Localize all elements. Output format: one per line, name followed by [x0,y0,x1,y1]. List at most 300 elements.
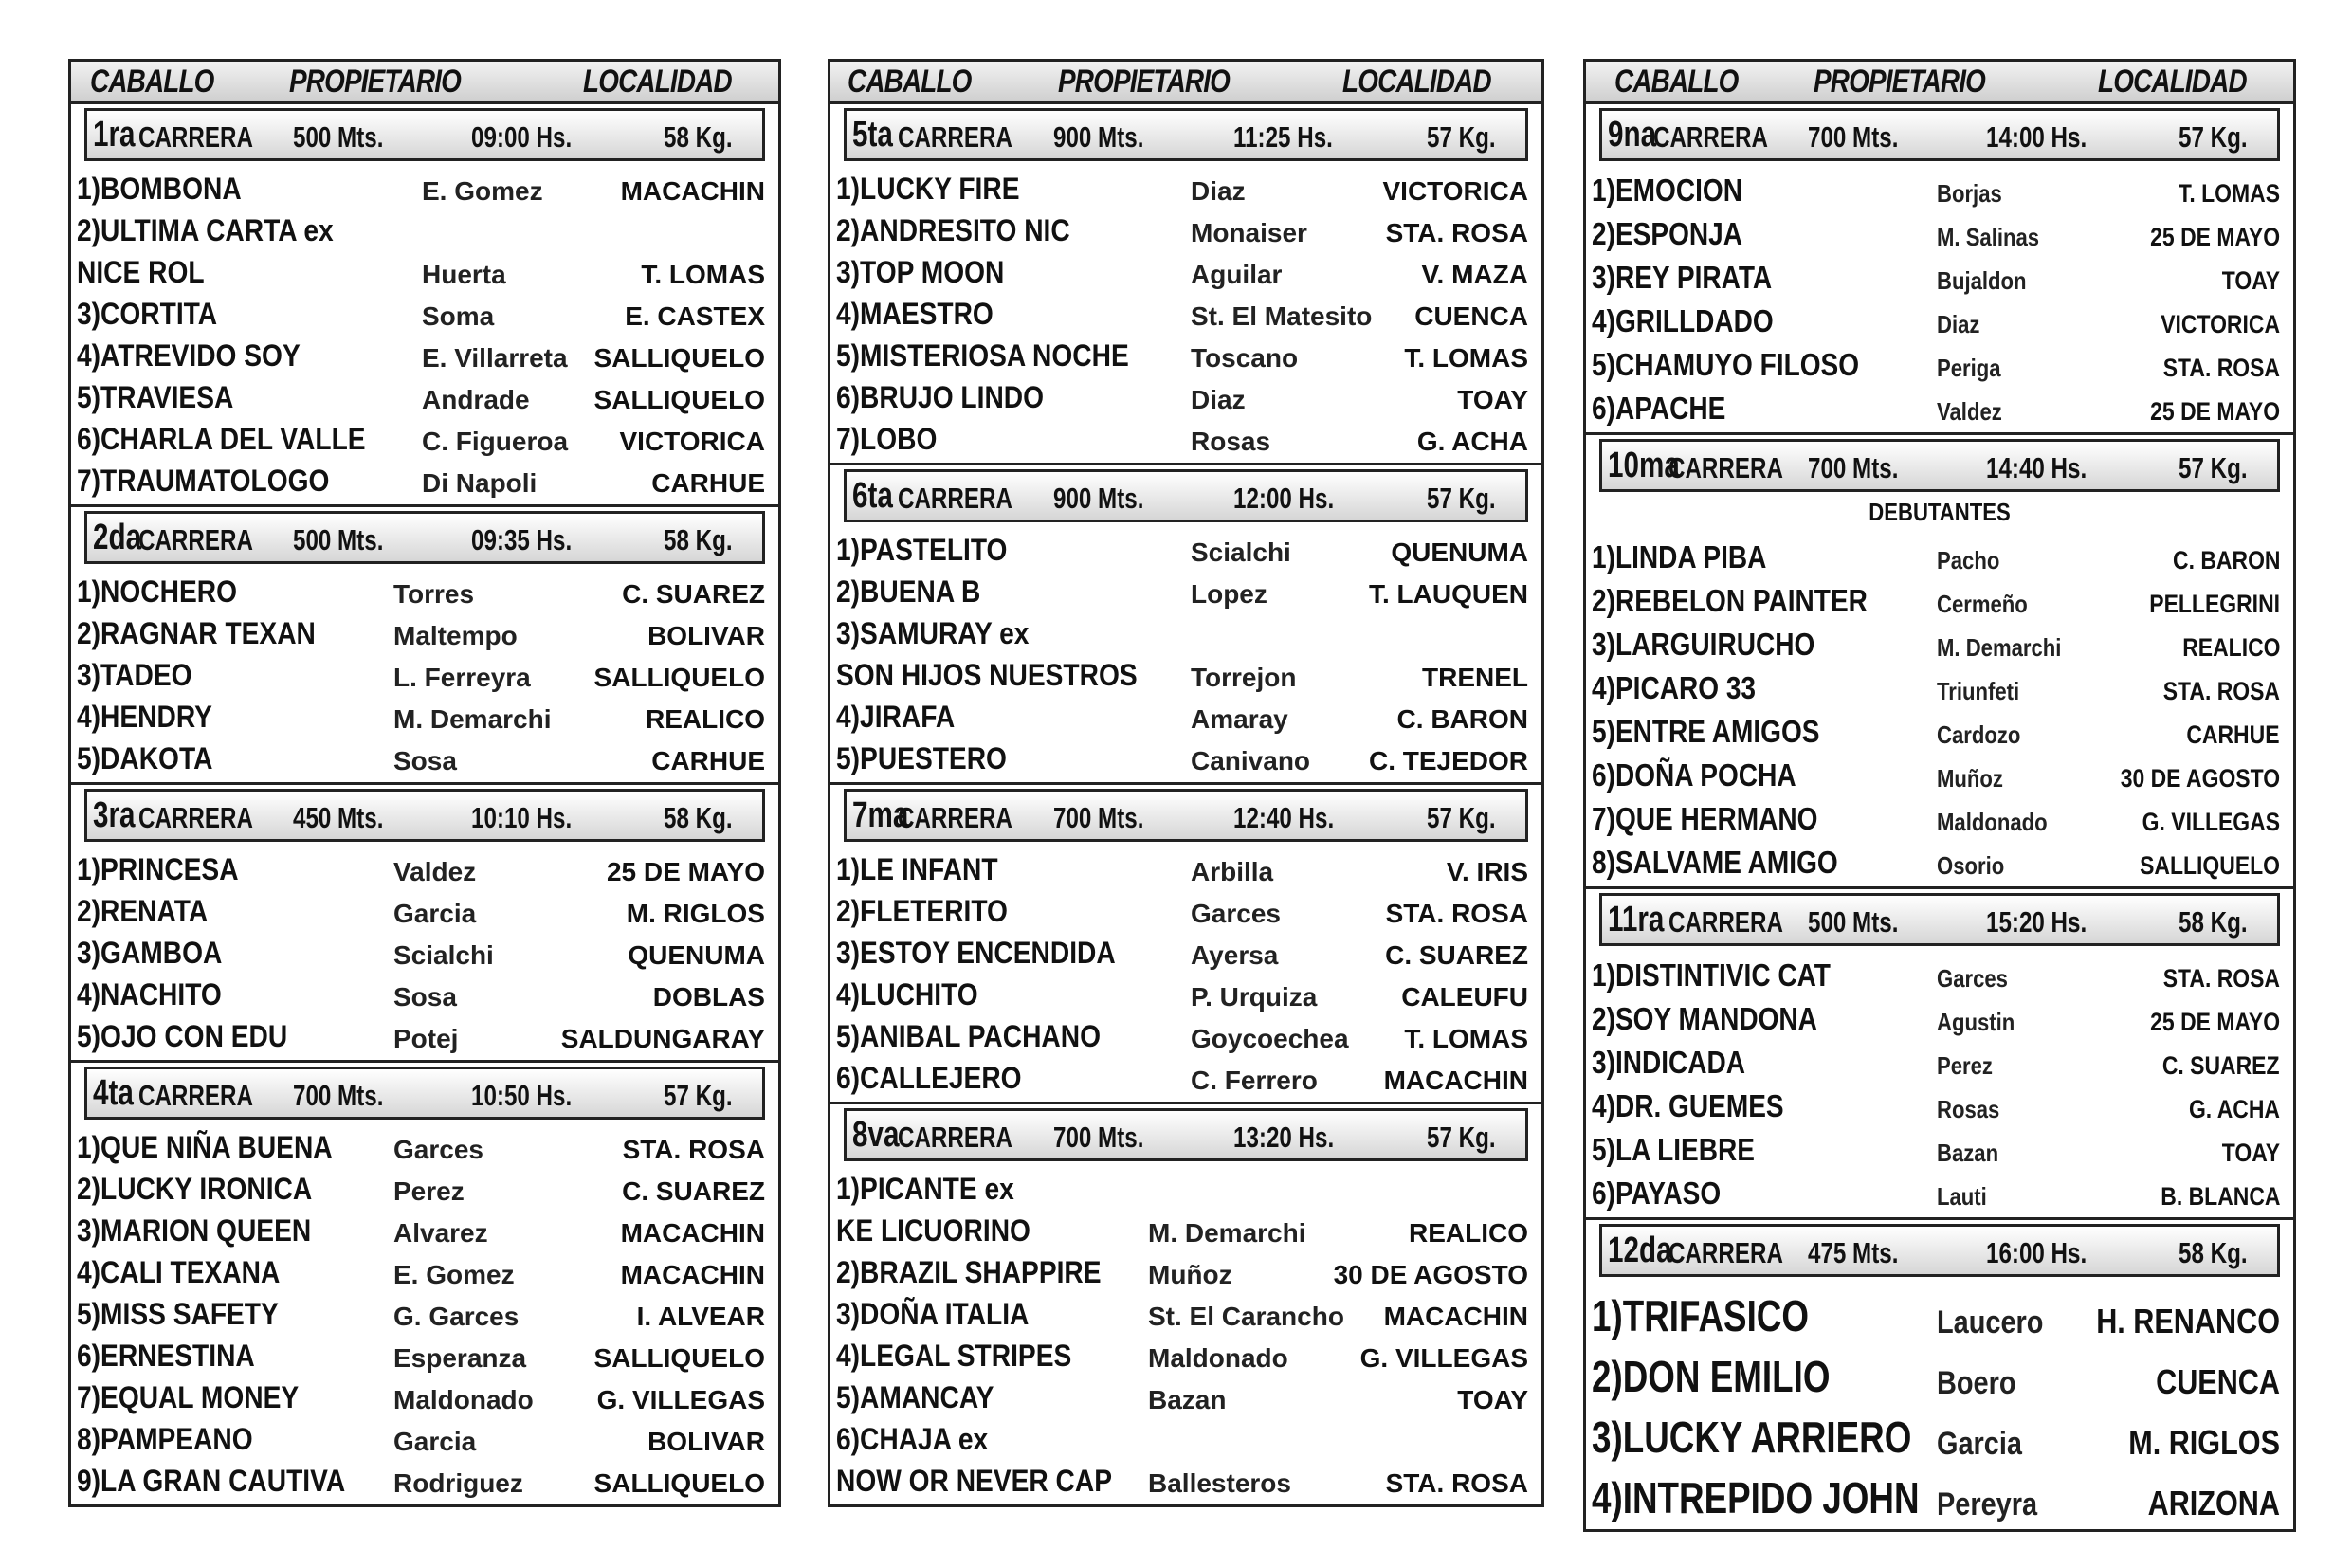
horse-name: 6)PAYASO [1592,1176,1722,1211]
race-1ra [71,108,778,504]
entry-row [71,212,778,254]
entry-row [71,1171,778,1212]
locality: 25 DE MAYO [2150,397,2280,426]
locality: REALICO [646,704,765,734]
locality: MACACHIN [620,1260,765,1289]
locality: STA. ROSA [2162,677,2280,705]
race-distance: 700 Mts. [1808,451,1899,484]
horse-name: 4)GRILLDADO [1592,303,1774,338]
race-time: 11:25 Hs. [1233,120,1333,154]
race-distance: 700 Mts. [1053,801,1144,834]
horse-name: 4)PICARO 33 [1592,670,1757,705]
locality: SALLIQUELO [593,343,765,373]
entry-row [71,1379,778,1421]
race-distance: 500 Mts. [1808,905,1899,939]
locality: SALDUNGARAY [560,1024,765,1053]
horse-name: KE LICUORINO [836,1213,1030,1248]
entry-row [1586,712,2293,756]
entry-row [830,574,1541,615]
entry-row [1586,214,2293,258]
locality: T. LOMAS [1404,343,1528,373]
entry-row [830,1421,1541,1463]
owner-name: Potej [393,1024,459,1053]
horse-name: 1)BOMBONA [77,172,242,206]
entry-row [71,171,778,212]
horse-name: 7)LOBO [836,422,938,456]
horse-name: 9)LA GRAN CAUTIVA [77,1464,346,1498]
locality: MACACHIN [620,176,765,206]
horse-name: 1)EMOCION [1592,173,1742,208]
entry-row [1586,581,2293,625]
owner-name: Rosas [1191,427,1271,456]
entry-row [830,532,1541,574]
owner-name: G. Garces [393,1302,520,1331]
horse-name: 1)LINDA PIBA [1592,539,1767,574]
horse-name: 3)GAMBOA [77,936,223,970]
column-header-place: LOCALIDAD [1342,64,1491,100]
race-label: CARRERA [1668,905,1783,939]
horse-name: 8)SALVAME AMIGO [1592,845,1838,880]
race-header [84,511,765,564]
horse-name: 6)CHAJA ex [836,1422,989,1456]
horse-name: NOW OR NEVER CAP [836,1464,1113,1498]
race-weight: 57 Kg. [2179,120,2248,154]
race-label: CARRERA [138,1079,253,1112]
entry-row [830,421,1541,463]
race-header [1599,439,2280,492]
horse-name: 3)TADEO [77,658,192,692]
horse-name: 6)CHARLA DEL VALLE [77,422,366,456]
locality: TOAY [2221,1139,2280,1167]
horse-name: 3)DOÑA ITALIA [836,1297,1030,1331]
owner-name: E. Gomez [393,1260,515,1289]
entry-row [71,1463,778,1504]
horse-name: 2)RAGNAR TEXAN [77,616,316,650]
owner-name: Boero [1937,1365,2016,1401]
locality: STA. ROSA [1385,899,1528,928]
horse-name: 2)BUENA B [836,574,981,609]
locality: G. VILLEGAS [1359,1343,1528,1373]
race-number: 1ra [93,115,136,155]
race-header [1599,893,2280,946]
race-time: 09:35 Hs. [471,523,573,556]
locality: B. BLANCA [2160,1182,2280,1211]
locality: MACACHIN [620,1218,765,1248]
entry-row [830,1338,1541,1379]
entry-row [71,893,778,935]
horse-name: 2)REBELON PAINTER [1592,583,1868,618]
owner-name: Diaz [1191,385,1246,414]
entry-row [1586,799,2293,843]
entry-list [1586,161,2293,432]
owner-name: Laucero [1937,1304,2044,1340]
owner-name: Maldonado [393,1385,534,1414]
horse-name: 4)JIRAFA [836,700,956,734]
owner-name: Arbilla [1191,857,1274,886]
horse-name: 5)TRAVIESA [77,380,234,414]
owner-name: Torrejon [1191,663,1297,692]
horse-name: 5)OJO CON EDU [77,1019,288,1053]
locality: VICTORICA [619,427,765,456]
owner-name: Osorio [1937,851,2005,880]
entry-row [71,254,778,296]
entry-row [71,935,778,976]
race-header [84,1067,765,1120]
race-label: CARRERA [1653,120,1768,154]
owner-name: Huerta [422,260,506,289]
owner-name: Garcia [1937,1426,2022,1462]
owner-name: Periga [1937,354,2001,382]
owner-name: Cermeño [1937,590,2028,618]
locality: 30 DE AGOSTO [1333,1260,1528,1289]
locality: TOAY [2221,266,2280,295]
horse-name: 2)ANDRESITO NIC [836,213,1070,247]
locality: CUENCA [1414,301,1528,331]
race-header [844,469,1528,522]
horse-name: 1)QUE NIÑA BUENA [77,1130,333,1164]
race-time: 10:50 Hs. [471,1079,573,1112]
horse-name: 3)LUCKY ARRIERO [1592,1413,1912,1462]
race-weight: 57 Kg. [2179,451,2248,484]
entry-row [1586,389,2293,432]
entry-row [830,337,1541,379]
owner-name: Maldonado [1937,808,2048,836]
entry-row [1586,1130,2293,1174]
entry-row [1586,1347,2293,1408]
owner-name: Diaz [1937,310,1980,338]
entry-row [830,893,1541,935]
entry-row [830,254,1541,296]
entry-row [830,1463,1541,1504]
locality: M. RIGLOS [626,899,765,928]
horse-name: 2)BRAZIL SHAPPIRE [836,1255,1102,1289]
locality: C. BARON [1396,704,1528,734]
entry-row [71,615,778,657]
race-5ta [830,108,1541,463]
horse-name: 5)ENTRE AMIGOS [1592,714,1820,749]
locality: DOBLAS [652,982,765,1012]
owner-name: Lopez [1191,579,1267,609]
horse-name: 6)ERNESTINA [77,1339,255,1373]
owner-name: Monaiser [1191,218,1307,247]
race-distance: 700 Mts. [293,1079,384,1112]
column-header-horse: CABALLO [90,64,214,100]
horse-name: 6)DOÑA POCHA [1592,757,1796,793]
owner-name: Borjas [1937,179,2002,208]
entry-row [1586,625,2293,668]
entry-row [830,171,1541,212]
horse-name: 2)DON EMILIO [1592,1352,1831,1401]
entry-row [1586,956,2293,999]
owner-name: Scialchi [1191,538,1291,567]
column-header-owner: PROPIETARIO [1814,64,1986,100]
horse-name: 6)APACHE [1592,391,1726,426]
race-label: CARRERA [898,120,1012,154]
entry-row [1586,258,2293,301]
horse-name: 3)ESTOY ENCENDIDA [836,936,1116,970]
owner-name: C. Figueroa [422,427,569,456]
program-column-3 [1583,59,2296,1532]
locality: C. SUAREZ [622,579,765,609]
entry-row [1586,1043,2293,1086]
owner-name: Garcia [393,1427,477,1456]
locality: TOAY [1457,1385,1528,1414]
owner-name: Lauti [1937,1182,1987,1211]
owner-name: St. El Matesito [1191,301,1373,331]
horse-name: 5)MISS SAFETY [77,1297,279,1331]
locality: REALICO [2181,633,2280,662]
race-header [1599,1224,2280,1277]
entry-row [71,1421,778,1463]
entry-row [830,1254,1541,1296]
entry-row [1586,345,2293,389]
entry-list [71,564,778,782]
owner-name: C. Ferrero [1191,1066,1318,1095]
race-3ra [71,782,778,1060]
entry-row [830,296,1541,337]
race-number: 3ra [93,795,136,835]
locality: BOLIVAR [647,621,765,650]
locality: G. VILLEGAS [596,1385,765,1414]
locality: E. CASTEX [625,301,765,331]
race-6ta [830,463,1541,782]
horse-name: 7)EQUAL MONEY [77,1380,300,1414]
race-distance: 700 Mts. [1053,1121,1144,1154]
horse-name: 2)ULTIMA CARTA ex [77,213,334,247]
horse-name: 1)TRIFASICO [1592,1291,1809,1340]
horse-name: 1)PICANTE ex [836,1172,1014,1206]
race-distance: 700 Mts. [1808,120,1899,154]
horse-name: 2)SOY MANDONA [1592,1001,1817,1036]
entry-row [1586,301,2293,345]
horse-name: 4)INTREPIDO JOHN [1592,1473,1920,1522]
race-number: 5ta [852,115,893,155]
horse-name: 4)CALI TEXANA [77,1255,281,1289]
race-distance: 475 Mts. [1808,1236,1899,1269]
horse-name: 4)LEGAL STRIPES [836,1339,1072,1373]
race-number: 11ra [1608,900,1665,939]
owner-name: St. El Carancho [1148,1302,1344,1331]
race-weight: 57 Kg. [1427,120,1496,154]
owner-name: Rodriguez [393,1468,523,1498]
owner-name: M. Salinas [1937,223,2040,251]
horse-name: 3)REY PIRATA [1592,260,1773,295]
horse-name: 3)INDICADA [1592,1045,1746,1080]
horse-name: 5)CHAMUYO FILOSO [1592,347,1860,382]
horse-name: 1)NOCHERO [77,574,237,609]
race-header [844,108,1528,161]
race-distance: 450 Mts. [293,801,384,834]
owner-name: M. Demarchi [1148,1218,1306,1248]
locality: SALLIQUELO [593,1343,765,1373]
horse-name: 5)MISTERIOSA NOCHE [836,338,1129,373]
owner-name: Alvarez [393,1218,488,1248]
locality: 25 DE MAYO [2150,223,2280,251]
entry-row [830,1379,1541,1421]
race-label: CARRERA [138,120,253,154]
race-header [844,1108,1528,1161]
race-label: CARRERA [898,1121,1012,1154]
horse-name: 4)NACHITO [77,977,222,1012]
owner-name: Cardozo [1937,720,2021,749]
race-header [844,789,1528,842]
owner-name: L. Ferreyra [393,663,531,692]
race-distance: 500 Mts. [293,523,384,556]
race-weight: 58 Kg. [664,801,733,834]
locality: H. RENANCO [2096,1302,2280,1340]
owner-name: Garcia [393,899,477,928]
race-label: CARRERA [898,801,1012,834]
owner-name: Garces [1191,899,1281,928]
race-weight: 57 Kg. [1427,1121,1496,1154]
locality: PELLEGRINI [2149,590,2280,618]
race-number: 4ta [93,1073,134,1113]
locality: 25 DE MAYO [606,857,765,886]
entry-row [71,740,778,782]
entry-row [71,421,778,463]
owner-name: Di Napoli [422,468,538,498]
locality: C. SUAREZ [1385,940,1528,970]
horse-name: 1)LE INFANT [836,852,998,886]
race-number: 10ma [1608,446,1680,485]
race-header [1599,108,2280,161]
entry-row [71,1296,778,1338]
owner-name: M. Demarchi [1937,633,2062,662]
owner-name: Garces [1937,964,2008,993]
owner-name: Canivano [1191,746,1311,775]
owner-name: Andrade [422,385,530,414]
entry-row [830,1018,1541,1060]
entry-row [1586,171,2293,214]
race-subtitle: DEBUTANTES [1869,498,2011,526]
locality: VICTORICA [2161,310,2280,338]
entry-list [830,522,1541,782]
entry-row [71,1018,778,1060]
race-weight: 57 Kg. [1427,482,1496,515]
owner-name: Muñoz [1937,764,2003,793]
race-8va [830,1102,1541,1504]
race-weight: 58 Kg. [664,120,733,154]
locality: CARHUE [651,468,765,498]
owner-name: Perez [393,1176,465,1206]
locality: VICTORICA [1382,176,1528,206]
horse-name: SON HIJOS NUESTROS [836,658,1138,692]
race-time: 14:40 Hs. [1986,451,2088,484]
entry-row [71,574,778,615]
horse-name: 6)BRUJO LINDO [836,380,1045,414]
entry-row [1586,668,2293,712]
column-header [1586,62,2293,104]
owner-name: Triunfeti [1937,677,2020,705]
locality: BOLIVAR [647,1427,765,1456]
entry-list [830,161,1541,463]
locality: CUENCA [2156,1362,2280,1401]
race-time: 10:10 Hs. [471,801,573,834]
owner-name: Bujaldon [1937,266,2027,295]
entry-row [1586,1468,2293,1529]
owner-name: E. Gomez [422,176,543,206]
entry-list [71,1120,778,1504]
race-weight: 58 Kg. [664,523,733,556]
entry-row [1586,999,2293,1043]
race-4ta [71,1060,778,1504]
horse-name: 3)SAMURAY ex [836,616,1030,650]
entry-row [1586,1408,2293,1468]
race-time: 14:00 Hs. [1986,120,2088,154]
column-header-owner: PROPIETARIO [289,64,462,100]
race-weight: 58 Kg. [2179,1236,2248,1269]
horse-name: 3)LARGUIRUCHO [1592,627,1815,662]
locality: T. LAUQUEN [1369,579,1528,609]
horse-name: 4)DR. GUEMES [1592,1088,1784,1123]
entry-row [1586,843,2293,886]
race-weight: 58 Kg. [2179,905,2248,939]
entry-row [71,1338,778,1379]
entry-row [830,212,1541,254]
race-distance: 900 Mts. [1053,482,1144,515]
race-time: 09:00 Hs. [471,120,573,154]
entry-row [830,976,1541,1018]
race-7ma [830,782,1541,1102]
owner-name: Muñoz [1148,1260,1232,1289]
entry-row [71,657,778,699]
horse-name: 2)LUCKY IRONICA [77,1172,313,1206]
owner-name: Perez [1937,1051,1993,1080]
race-label: CARRERA [138,523,253,556]
owner-name: Valdez [1937,397,2002,426]
entry-row [71,463,778,504]
race-12da [1586,1217,2293,1529]
locality: STA. ROSA [2162,354,2280,382]
race-time: 15:20 Hs. [1986,905,2088,939]
race-label: CARRERA [138,801,253,834]
horse-name: 1)LUCKY FIRE [836,172,1020,206]
race-distance: 900 Mts. [1053,120,1144,154]
horse-name: 1)PASTELITO [836,533,1008,567]
locality: V. IRIS [1446,857,1528,886]
entry-row [71,379,778,421]
locality: T. LOMAS [2178,179,2280,208]
owner-name: Torres [393,579,475,609]
entry-row [830,851,1541,893]
race-label: CARRERA [1668,1236,1783,1269]
race-number: 12da [1608,1231,1672,1270]
entry-row [830,699,1541,740]
owner-name: Diaz [1191,176,1246,206]
entry-row [830,740,1541,782]
owner-name: Bazan [1937,1139,1999,1167]
entry-row [71,699,778,740]
locality: 30 DE AGOSTO [2120,764,2280,793]
entry-row [830,935,1541,976]
race-number: 2da [93,518,142,557]
owner-name: Ayersa [1191,940,1279,970]
locality: C. BARON [2172,546,2280,574]
race-time: 12:00 Hs. [1233,482,1335,515]
race-number: 9na [1608,115,1657,155]
race-11ra [1586,886,2293,1217]
horse-name: 2)FLETERITO [836,894,1008,928]
owner-name: Pereyra [1937,1486,2038,1522]
race-number: 6ta [852,476,893,516]
horse-name: 5)AMANCAY [836,1380,994,1414]
entry-list [830,842,1541,1102]
locality: TOAY [1457,385,1528,414]
owner-name: Scialchi [393,940,494,970]
owner-name: Valdez [393,857,477,886]
locality: MACACHIN [1383,1302,1528,1331]
locality: C. SUAREZ [622,1176,765,1206]
